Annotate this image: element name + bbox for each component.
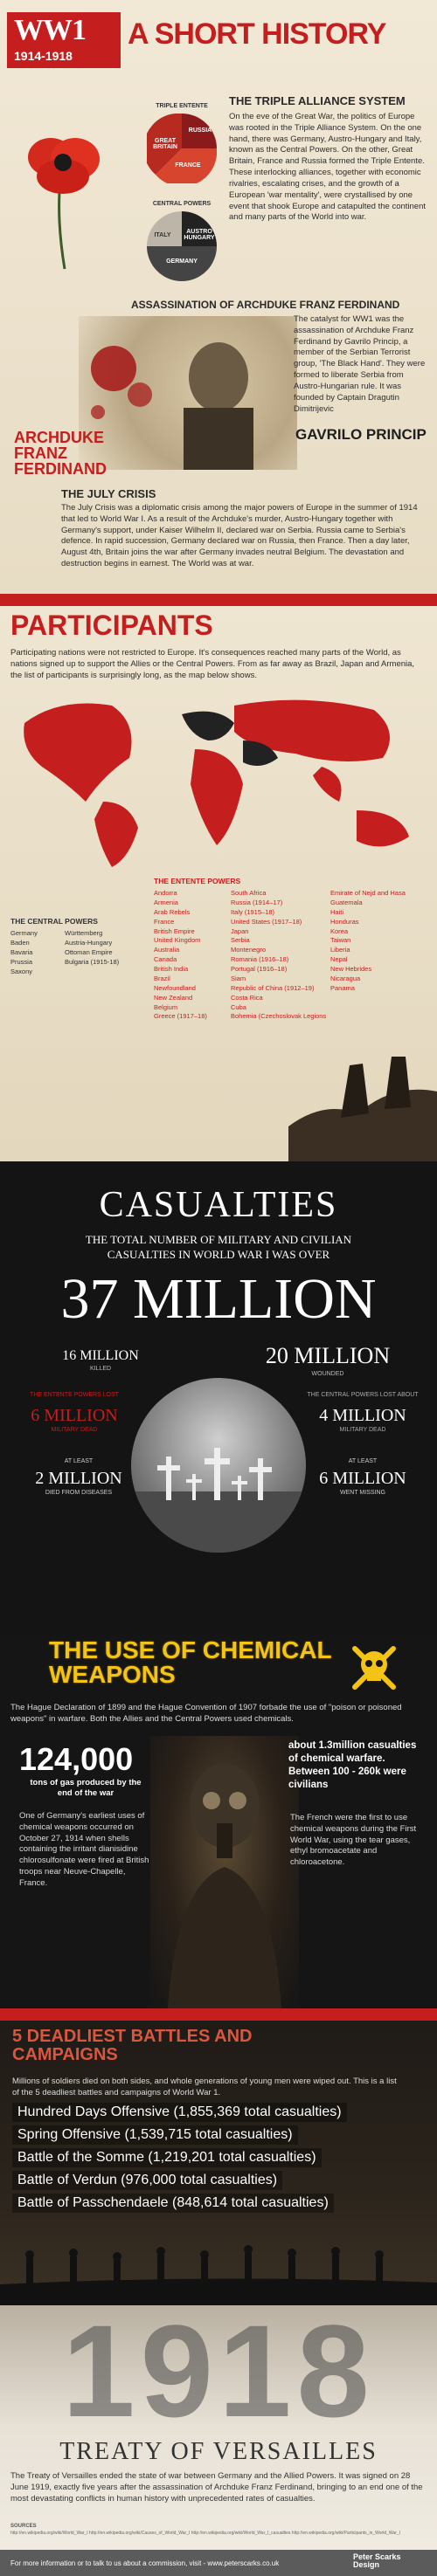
entente-country: Bohemia (Czechoslovak Legions <box>231 1012 327 1021</box>
entente-country: South Africa <box>231 889 267 897</box>
battles-section <box>0 2008 437 2305</box>
central-country: Ottoman Empire <box>65 947 113 956</box>
chemical-intro: The Hague Declaration of 1899 and the Hague Convention of 1907 forbade the use of "poison or poisoned weapons" in warfare. Both the Allies and the Central Powers used chemicals. <box>10 1703 402 1724</box>
entente-country: United Kingdom <box>154 936 201 945</box>
entente-country: Andorra <box>154 889 177 897</box>
year-1918: 1918 <box>62 2305 375 2444</box>
casualties-section <box>0 1161 437 1633</box>
central-country: Saxony <box>10 967 33 975</box>
poppy-icon <box>24 122 108 271</box>
participants-heading: PARTICIPANTS <box>10 610 213 641</box>
central-country: Germany <box>10 929 38 937</box>
central-lost-value: 4 MILLION <box>319 1406 406 1425</box>
central-country: Baden <box>10 938 30 947</box>
killed-value: 16 MILLION <box>62 1348 139 1363</box>
pie-france: FRANCE <box>175 162 201 169</box>
missing-label: WENT MISSING <box>340 1490 385 1496</box>
entente-heading: THE ENTENTE POWERS <box>154 877 241 885</box>
title-badge <box>7 12 121 68</box>
entente-lost-label: MILITARY DEAD <box>51 1427 98 1433</box>
entente-country: Emirate of Nejd and Hasa <box>330 889 406 897</box>
brand-logo: Peter Scarks Design <box>353 2552 401 2570</box>
intro-section <box>0 0 437 594</box>
participants-section <box>0 594 437 1161</box>
graves-image <box>131 1378 306 1553</box>
entente-country: Canada <box>154 955 177 964</box>
skull-icon <box>348 1642 400 1694</box>
wounded-label: WOUNDED <box>311 1371 344 1377</box>
entente-country: Newfoundland <box>154 983 196 992</box>
central-country: Prussia <box>10 957 33 966</box>
chemical-heading: THE USE OF CHEMICAL WEAPONS <box>49 1636 332 1688</box>
divider-2 <box>0 2008 437 2021</box>
entente-lost-value: 6 MILLION <box>31 1406 118 1425</box>
central-list-1 <box>10 929 63 976</box>
entente-country: British India <box>154 965 189 973</box>
casualties-heading: CASUALTIES <box>99 1185 338 1225</box>
entente-country: Arab Rebels <box>154 907 191 916</box>
entente-country: Nicaragua <box>330 974 361 982</box>
entente-country: Cuba <box>231 1002 246 1011</box>
divider <box>0 594 437 606</box>
entente-country: Honduras <box>330 917 359 926</box>
battle-item: Battle of the Somme (1,219,201 total casualties) <box>12 2148 322 2167</box>
sources-label: SOURCES <box>10 2524 37 2529</box>
entente-list-2 <box>231 889 327 1022</box>
assassination-heading: ASSASSINATION OF ARCHDUKE FRANZ FERDINAND <box>131 299 400 311</box>
marching-soldiers-image <box>0 2241 437 2305</box>
entente-country: Russia (1914–17) <box>231 898 283 906</box>
central-pie <box>147 211 217 281</box>
battles-intro: Millions of soldiers died on both sides, and whole generations of young men were wiped out. This is a list of the 5 deadliest battles and campaigns of World War 1. <box>12 2077 397 2097</box>
entente-country: Japan <box>231 926 249 935</box>
pie-italy: ITALY <box>154 232 171 238</box>
entente-country: Siam <box>231 974 246 982</box>
central-country: Austria-Hungary <box>65 938 113 947</box>
battle-item: Hundred Days Offensive (1,855,369 total casualties) <box>12 2103 347 2122</box>
entente-country: Greece (1917–18) <box>154 1012 207 1021</box>
entente-country: Taiwan <box>330 936 351 945</box>
alliance-text: On the eve of the Great War, the politics of Europe was rooted in the Triple Alliance System. On the one hand, there was Germany, Austro-Hungary and Italy, known as the Central Powers. On the other, Great Britain, France and Russia formed the Triple Entente. These interlocking alliances, together with economic rivalries, escalating crises, and the growth of a European 'war mentality', were crystallised by one event that shook Europe and catapulted the continent and many parts of the World into war. <box>229 112 426 223</box>
pie-germany: GERMANY <box>166 258 198 265</box>
central-list-2 <box>65 929 143 968</box>
princip-label: GAVRILO PRINCIP <box>295 426 427 443</box>
entente-country: Armenia <box>154 898 178 906</box>
entente-country: Haiti <box>330 907 344 916</box>
page-title: A SHORT HISTORY <box>128 17 386 51</box>
casualties-total: 37 MILLION <box>60 1267 377 1331</box>
central-label: CENTRAL POWERS <box>152 201 212 207</box>
entente-country: British Empire <box>154 926 195 935</box>
battle-item: Battle of Passchendaele (848,614 total casualties) <box>12 2194 334 2213</box>
entente-country: New Zealand <box>154 993 193 1002</box>
central-lost-note: THE CENTRAL POWERS LOST ABOUT <box>307 1392 419 1398</box>
treaty-section <box>0 2305 437 2576</box>
entente-list-1 <box>154 889 231 1022</box>
entente-country: Portugal (1916–18) <box>231 965 288 973</box>
participants-text: Participating nations were not restricted to Europe. It's consequences reached many parts of the World, as nations signed up to support the Allies or the Central Powers. From as far away as Brazil, Japan and Armenia, the list of participants is surprisingly long, as the map below shows. <box>10 648 415 680</box>
entente-country: Panama <box>330 983 355 992</box>
entente-country: Korea <box>330 926 349 935</box>
disease-label: DIED FROM DISEASES <box>45 1490 113 1496</box>
world-map <box>7 688 430 871</box>
pie-gb: GREAT BRITAIN <box>153 138 177 150</box>
entente-country: France <box>154 917 175 926</box>
battle-item: Spring Offensive (1,539,715 total casualties) <box>12 2125 298 2145</box>
soldiers-image <box>288 1030 437 1161</box>
disease-pre: AT LEAST <box>64 1458 94 1464</box>
missing-value: 6 MILLION <box>319 1469 406 1488</box>
wounded-value: 20 MILLION <box>265 1343 391 1368</box>
badge-title: WW1 <box>14 14 86 46</box>
entente-country: Republic of China (1912–19) <box>231 983 315 992</box>
assassination-text: The catalyst for WW1 was the assassination of Archduke Franz Ferdinand by Gavrilo Princip, a member of the Serbian Terrorist group, 'The Black Hand'. They were formed to liberate Serbia from Austro-Hungarian rule. It was founded by Captain Dragutin Dimitrijevic <box>294 314 426 414</box>
entente-country: Brazil <box>154 974 170 982</box>
central-country: Bavaria <box>10 947 33 956</box>
central-heading: THE CENTRAL POWERS <box>10 917 98 926</box>
gas-tons-value: 124,000 <box>19 1741 134 1777</box>
entente-country: Costa Rica <box>231 993 263 1002</box>
germany-chemical-text: One of Germany's earliest uses of chemical weapons occurred on October 27, 1914 when shells containing the irritant dianisidine chlorosulfonate were fired at British troops near Neuve-Chapelle, France. <box>19 1811 149 1888</box>
battles-list <box>12 2103 428 2216</box>
central-country: Bulgaria (1915-18) <box>65 957 120 966</box>
treaty-heading: TREATY OF VERSAILLES <box>59 2438 378 2465</box>
battle-item: Battle of Verdun (976,000 total casualties) <box>12 2171 282 2190</box>
casualties-subheading: THE TOTAL NUMBER OF MILITARY AND CIVILIAN CASUALTIES IN WORLD WAR I WAS OVER <box>85 1233 352 1261</box>
central-country: Württemberg <box>65 929 103 937</box>
gas-tons-label: tons of gas produced by the end of the war <box>30 1778 142 1798</box>
entente-country: Serbia <box>231 936 250 945</box>
france-chemical-text: The French were the first to use chemical weapons during the First World War, using the tear gases, ethyl bromoacetate and chloroacetone. <box>290 1813 417 1868</box>
chemical-casualties: about 1.3million casualties of chemical warfare. Between 100 - 260k were civilians <box>288 1740 417 1790</box>
entente-country: Liberia <box>330 946 350 954</box>
gas-mask-image <box>150 1736 299 2008</box>
chemical-section <box>0 1633 437 2008</box>
entente-label: TRIPLE ENTENTE <box>156 103 208 109</box>
entente-country: Montenegro <box>231 946 267 954</box>
treaty-text: The Treaty of Versailles ended the state of war between Germany and the Allied Powers. It was signed on 28 June 1919, exactly five years after the assassination of Archduke Franz Ferdinand, bringing to an end one of the most devastating conflicts in human history with unprecedented rates of casualties. <box>10 2471 423 2504</box>
entente-country: New Hebrides <box>330 965 372 973</box>
footer-text[interactable]: For more information or to talk to us about a commission, visit - www.peterscarks.co.uk <box>10 2559 280 2567</box>
badge-years: 1914-1918 <box>14 49 73 63</box>
entente-country: Italy (1915–18) <box>231 907 275 916</box>
entente-country: Guatemala <box>330 898 363 906</box>
alliance-heading: THE TRIPLE ALLIANCE SYSTEM <box>229 94 406 107</box>
killed-label: KILLED <box>89 1366 112 1372</box>
entente-country: Nepal <box>330 955 348 964</box>
july-heading: THE JULY CRISIS <box>61 487 156 500</box>
archduke-label: ARCHDUKE FRANZ FERDINAND <box>14 429 107 478</box>
missing-pre: AT LEAST <box>348 1458 378 1464</box>
pie-austro: AUSTRO HUNGARY <box>184 229 215 241</box>
entente-country: Belgium <box>154 1002 178 1011</box>
sources-list: http://en.wikipedia.org/wiki/World_War_I http://en.wikipedia.org/wiki/Causes_of_World_War_I http://en.wikipedia.org/wiki/World_War_I_casualties http://en.wikipedia.org/wiki/Participants_in_World_War_I <box>10 2531 401 2536</box>
battles-heading: 5 DEADLIEST BATTLES AND CAMPAIGNS <box>12 2027 253 2064</box>
central-lost-label: MILITARY DEAD <box>339 1427 386 1433</box>
entente-country: United States (1917–18) <box>231 917 302 926</box>
july-text: The July Crisis was a diplomatic crisis among the major powers of Europe in the summer of 1914 that led to World War I. As a result of the Archduke's murder, Austro-Hungary together with Germany's support, under Kaiser Wilhelm II, declared war on Serbia. Russia came to Serbia's defence. In rapid succession, Germany declared war on Russia, then France. Then a day later, August 4th, Britain joins the war after Germany invades neutral Belgium. The devastation and destruction begins in earnest. The World was at war. <box>61 503 418 569</box>
disease-value: 2 MILLION <box>35 1469 122 1488</box>
entente-country: Romania (1916–18) <box>231 955 289 964</box>
entente-country: Australia <box>154 946 180 954</box>
entente-list-3 <box>330 889 427 994</box>
entente-lost-note: THE ENTENTE POWERS LOST <box>30 1392 119 1398</box>
pie-russia: RUSSIA <box>188 127 212 134</box>
